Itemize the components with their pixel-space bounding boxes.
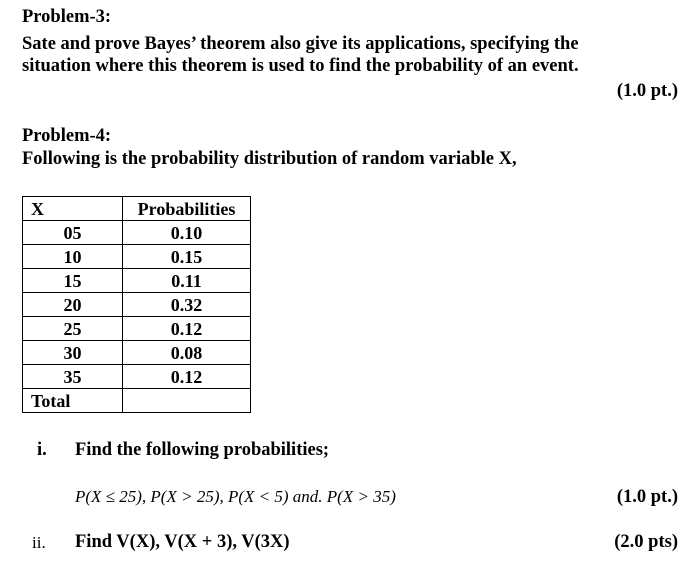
table-row: [23, 365, 251, 389]
table-header-row: [23, 197, 251, 221]
problem3-line2: situation where this theorem is used to find the probability of an event.: [22, 56, 579, 76]
x-value: 25: [23, 317, 123, 341]
probability-value: 0.12: [123, 365, 251, 389]
table-row: [23, 221, 251, 245]
header-probabilities: Probabilities: [123, 197, 251, 221]
table-row: [23, 269, 251, 293]
x-value: 35: [23, 365, 123, 389]
table-total-row: [23, 389, 251, 413]
part-ii-text: Find V(X), V(X + 3), V(3X): [75, 532, 290, 552]
problem3-points: (1.0 pt.): [616, 81, 678, 101]
x-value: 15: [23, 269, 123, 293]
table-row: [23, 317, 251, 341]
probability-value: 0.32: [123, 293, 251, 317]
total-label: Total: [23, 389, 123, 413]
x-value: 10: [23, 245, 123, 269]
probability-value: 0.11: [123, 269, 251, 293]
part-i-formula: P(X ≤ 25), P(X > 25), P(X < 5) and. P(X > 35): [75, 487, 396, 506]
x-value: 30: [23, 341, 123, 365]
probability-value: 0.15: [123, 245, 251, 269]
table-row: [23, 293, 251, 317]
x-value: 20: [23, 293, 123, 317]
probability-value: 0.12: [123, 317, 251, 341]
part-ii-points: (2.0 pts): [614, 532, 678, 552]
header-x: X: [23, 197, 123, 221]
problem3-line1: Sate and prove Bayes’ theorem also give its applications, specifying the: [22, 34, 579, 54]
probability-value: 0.08: [123, 341, 251, 365]
table-row: [23, 341, 251, 365]
problem3-heading: Problem-3:: [22, 7, 112, 27]
probability-value: 0.10: [123, 221, 251, 245]
probability-distribution-table: [22, 196, 251, 413]
table-row: [23, 245, 251, 269]
total-value: [123, 389, 251, 413]
part-ii-marker: ii.: [32, 533, 46, 552]
x-value: 05: [23, 221, 123, 245]
part-i-points: (1.0 pt.): [616, 487, 678, 507]
problem4-heading: Problem-4:: [22, 126, 112, 146]
problem4-intro: Following is the probability distribution of random variable X,: [22, 149, 517, 169]
part-i-text: Find the following probabilities;: [75, 440, 330, 460]
part-i-marker: i.: [37, 440, 47, 460]
